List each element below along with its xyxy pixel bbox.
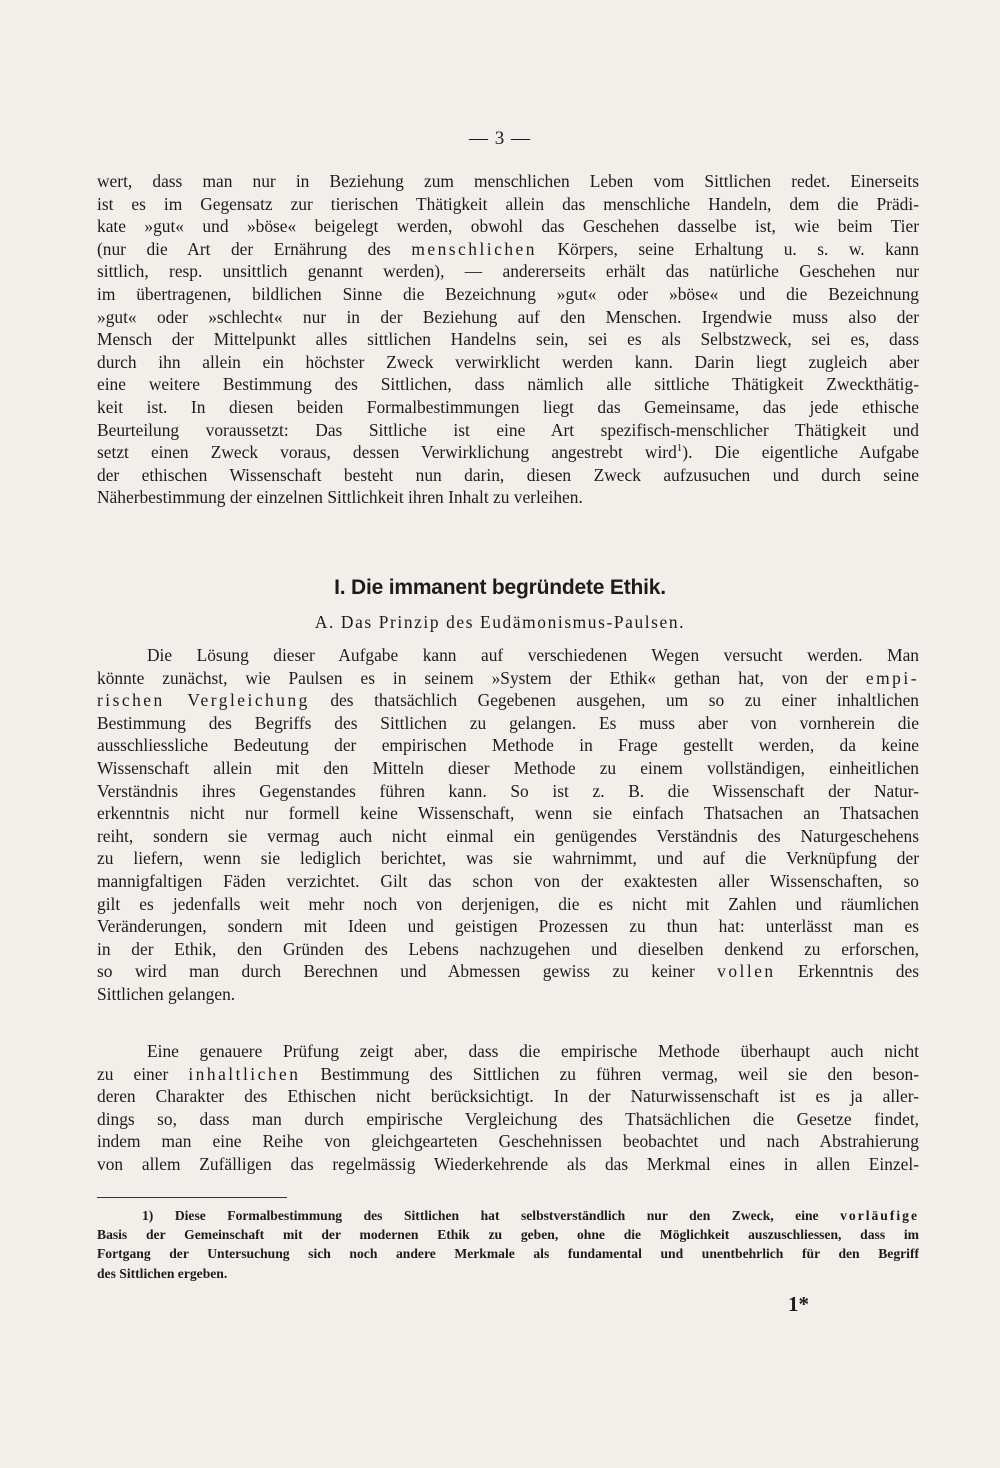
text-line: mannigfaltigen Fäden verzichtet. Gilt das schon von der exaktesten aller Wissenschaften, so — [97, 870, 919, 891]
text-line: Sittlichen gelangen. — [97, 983, 236, 1004]
text-line: erkenntnis nicht nur formell keine Wissenschaft, wenn sie einfach Thatsachen an Thatsachen — [97, 803, 919, 824]
text-line: kate »gut« und »böse« beigelegt werden, obwohl das Geschehen dasselbe ist, wie beim Tier — [97, 216, 919, 237]
text-line: gilt es jedenfalls weit mehr noch von derjenigen, die es nicht mit Zahlen und räumlichen — [97, 893, 919, 914]
footnote-line: Basis der Gemeinschaft mit der modernen Ethik zu geben, ohne die Möglichkeit auszuschliessen, dass im — [97, 1227, 919, 1243]
text-line: der ethischen Wissenschaft besteht nun darin, diesen Zweck aufzusuchen und durch seine — [97, 464, 919, 485]
footnote — [97, 1206, 919, 1283]
text-line: zu einer inhaltlichen Bestimmung des Sittlichen zu führen vermag, weil sie den beson- — [97, 1063, 919, 1084]
footnote-line: Fortgang der Untersuchung sich noch andere Merkmale als fundamental und unentbehrlich für den Begriff — [97, 1246, 919, 1262]
text-line: reiht, sondern sie vermag auch nicht einmal ein genügendes Verständnis des Naturgeschehens — [97, 825, 919, 846]
emphasis-spaced: vollen — [717, 961, 776, 982]
footnote-rule — [97, 1197, 287, 1198]
emphasis-spaced: vorläufige — [840, 1208, 919, 1223]
text-line: indem man eine Reihe von gleichgearteten Geschehnissen beobachtet und nach Abstrahierung — [97, 1131, 919, 1152]
text-line: keit ist. In diesen beiden Formalbestimmungen liegt das Gemeinsame, das jede ethische — [97, 396, 919, 417]
text-line: im übertragenen, bildlichen Sinne die Bezeichnung »gut« oder »böse« und die Bezeichnung — [97, 283, 919, 304]
text-line: könnte zunächst, wie Paulsen es in seinem »System der Ethik« gethan hat, von der empi- — [97, 667, 919, 688]
text-line: von allem Zufälligen das regelmässig Wiederkehrende als das Merkmal eines in allen Einzel- — [97, 1153, 919, 1174]
text-line: Näherbestimmung der einzelnen Sittlichkeit ihren Inhalt zu verleihen. — [97, 487, 583, 508]
text-line: setzt einen Zweck voraus, dessen Verwirklichung angestrebt wird$^1$). Die eigentliche Aufgabe — [97, 442, 919, 463]
signature-mark: 1* — [788, 1292, 809, 1316]
text-line: Beurteilung voraussetzt: Das Sittliche ist eine Art spezifisch-menschlicher Thätigkeit und — [97, 419, 919, 440]
emphasis-spaced: inhaltlichen — [188, 1063, 301, 1084]
text-line: durch ihn allein ein höchster Zweck verwirklicht werden kann. Darin liegt zugleich aber — [97, 351, 919, 372]
text-line: Die Lösung dieser Aufgabe kann auf verschiedenen Wegen versucht werden. Man — [147, 645, 919, 665]
text-line: rischen Vergleichung des thatsächlich Gegebenen ausgehen, um so zu einer inhaltlichen — [97, 690, 919, 711]
paragraph-1 — [97, 170, 919, 509]
text-line: ausschliessliche Bedeutung der empirischen Methode in Frage gestellt werden, da keine — [97, 735, 919, 756]
footnote-marker: 1 — [676, 442, 683, 455]
text-line: Eine genauere Prüfung zeigt aber, dass die empirische Methode überhaupt auch nicht — [147, 1041, 919, 1061]
text-line: Veränderungen, sondern mit Ideen und geistigen Prozessen zu thun hat: unterlässt man es — [97, 916, 919, 937]
text-line: so wird man durch Berechnen und Abmessen gewiss zu keiner vollen Erkenntnis des — [97, 961, 919, 982]
paragraph-3 — [97, 1040, 919, 1176]
section-title: I. Die immanent begründete Ethik. — [334, 576, 666, 599]
text-line: Bestimmung des Begriffs des Sittlichen zu gelangen. Es muss aber von vornherein die — [97, 712, 919, 733]
subsection-title: A. Das Prinzip des Eudämonismus-Paulsen. — [314, 612, 686, 632]
text-line: dings so, dass man durch empirische Vergleichung des Thatsächlichen die Gesetze findet, — [97, 1108, 919, 1129]
text-line: ist es im Gegensatz zur tierischen Thätigkeit allein das menschliche Handeln, dem die Prädi- — [97, 193, 919, 214]
text-line: in der Ethik, den Gründen des Lebens nachzugehen und dieselben denkend zu erforschen, — [97, 938, 919, 959]
footnote-line: des Sittlichen ergeben. — [97, 1265, 228, 1281]
text-line: Mensch der Mittelpunkt alles sittlichen Handelns sein, sei es als Selbstzweck, sei es, dass — [97, 329, 919, 350]
text-line: »gut« oder »schlecht« nur in der Beziehung auf den Menschen. Irgendwie muss also der — [97, 306, 919, 327]
paragraph-2 — [97, 644, 919, 1006]
text-line: Verständnis ihres Gegenstandes führen kann. So ist z. B. die Wissenschaft der Natur- — [97, 780, 919, 801]
text-line: Wissenschaft allein mit den Mitteln dieser Methode zu einem vollständigen, einheitlichen — [97, 757, 919, 778]
footnote-line: 1) Diese Formalbestimmung des Sittlichen hat selbstverständlich nur den Zweck, eine vorläufige — [142, 1208, 919, 1223]
text-line: wert, dass man nur in Beziehung zum menschlichen Leben vom Sittlichen redet. Einerseits — [97, 171, 919, 191]
text-line: (nur die Art der Ernährung des menschlichen Körpers, seine Erhaltung u. s. w. kann — [97, 238, 919, 259]
text-line: sittlich, resp. unsittlich genannt werden), — andererseits erhält das natürliche Geschehen nur — [97, 261, 919, 282]
emphasis-spaced: menschlichen — [411, 238, 537, 259]
text-line: eine weitere Bestimmung des Sittlichen, dass nämlich alle sittliche Thätigkeit Zweckthätig- — [97, 374, 919, 395]
emphasis-spaced: rischen Vergleichung — [97, 690, 310, 711]
page-number: — 3 — — [469, 128, 531, 149]
text-line: zu liefern, wenn sie lediglich berichtet, was sie wahrnimmt, und auf die Verknüpfung der — [97, 848, 919, 869]
text-line: deren Charakter des Ethischen nicht berücksichtigt. In der Naturwissenschaft ist es ja aller- — [97, 1086, 919, 1107]
emphasis-spaced: empi- — [865, 667, 919, 688]
